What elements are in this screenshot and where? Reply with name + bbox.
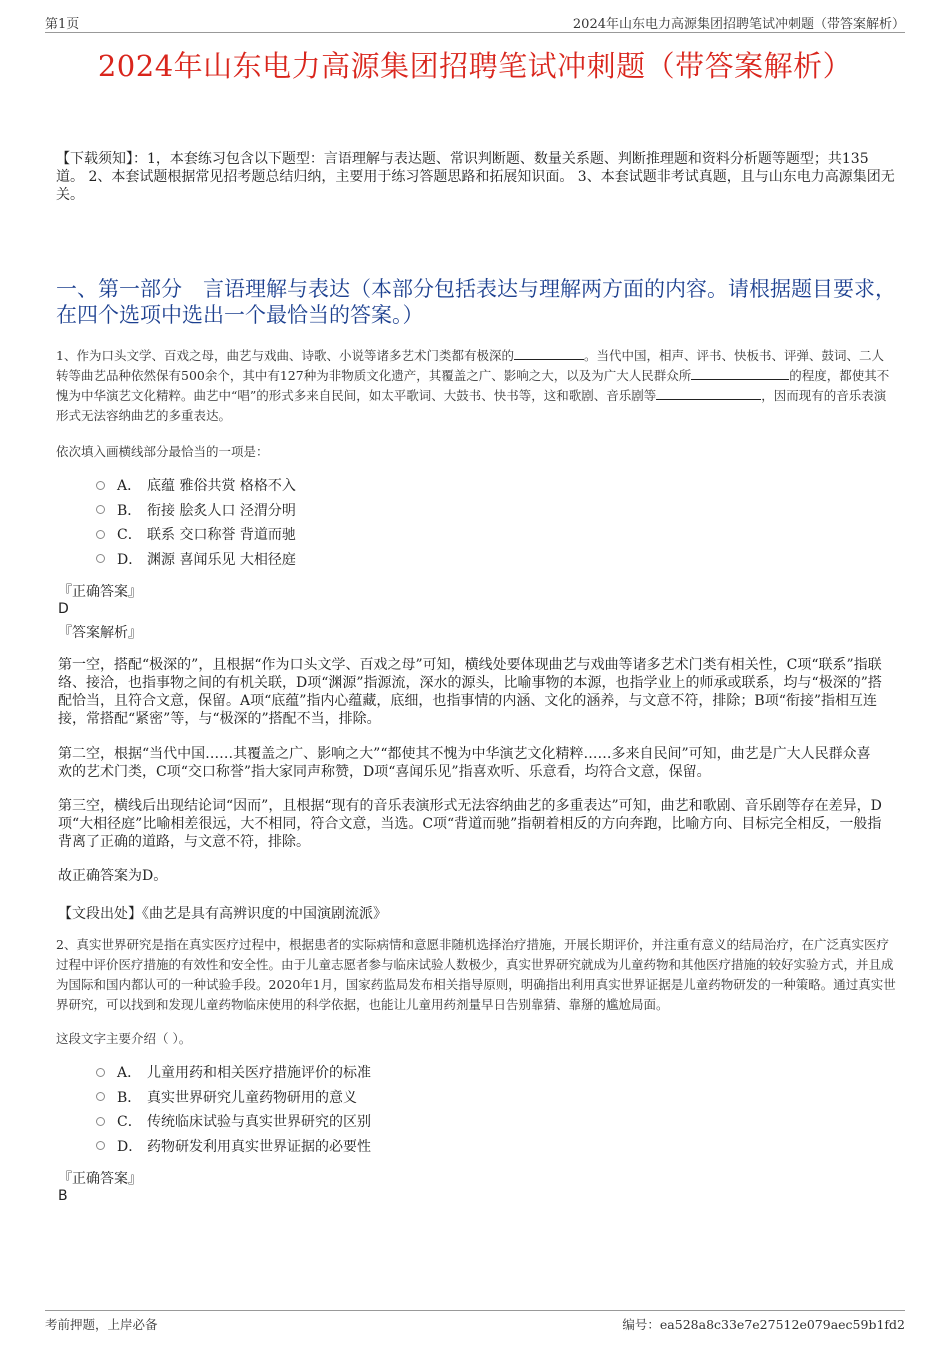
option-letter: C． bbox=[117, 1114, 142, 1131]
page-header bbox=[45, 10, 905, 33]
q1-text-part-d: ，因而现有的音乐表演形式无法容纳曲艺的多重表达。 bbox=[56, 388, 887, 423]
q1-prompt: 依次填入画横线部分最恰当的一项是： bbox=[56, 444, 269, 459]
q1-analysis-para-3: 第三空，横线后出现结论词“因而”，且根据“现有的音乐表演形式无法容纳曲艺的多重表达”可知，曲艺和歌剧、音乐剧等存在差异，D项“大相径庭”比喻相差很远，大不相同，符合文意，当选。C项“背道而驰”指朝着相反的方向奔跑，比喻方向、目标完全相反，一般指背离了正确的道路，与文意不符，排除。 bbox=[58, 798, 882, 850]
radio-icon[interactable] bbox=[96, 1117, 105, 1126]
q1-blank-2 bbox=[691, 366, 789, 380]
q1-source: 【文段出处】《曲艺是具有高辨识度的中国演剧流派》 bbox=[58, 906, 387, 922]
page-footer bbox=[45, 1310, 905, 1335]
q1-answer: D bbox=[58, 601, 69, 617]
radio-icon[interactable] bbox=[96, 1141, 105, 1150]
footer-slogan: 考前押题，上岸必备 bbox=[45, 1317, 158, 1332]
radio-icon[interactable] bbox=[96, 530, 105, 539]
radio-icon[interactable] bbox=[96, 481, 105, 490]
q1-options bbox=[96, 473, 696, 571]
option-text: 底蕴 雅俗共赏 格格不入 bbox=[147, 478, 296, 495]
radio-icon[interactable] bbox=[96, 554, 105, 563]
option-text: 药物研发利用真实世界证据的必要性 bbox=[147, 1138, 371, 1155]
q1-option-b[interactable] bbox=[96, 498, 696, 523]
q1-text-part-b: 。当代中国，相声、评书、快板书、评弹、鼓词、二人转等曲艺品种依然保有500余个，其中有127种为非物质文化遗产，其覆盖之广、影响之大，以及为广大人民群众所 bbox=[56, 348, 884, 383]
q1-analysis-label: 『答案解析』 bbox=[58, 625, 142, 641]
header-doc-title: 2024年山东电力高源集团招聘笔试冲刺题（带答案解析） bbox=[572, 17, 905, 32]
q2-answer-label: 『正确答案』 bbox=[58, 1171, 142, 1187]
question-1-text bbox=[56, 346, 896, 426]
q2-option-a[interactable] bbox=[96, 1060, 696, 1085]
radio-icon[interactable] bbox=[96, 1068, 105, 1077]
q1-blank-1 bbox=[514, 346, 584, 360]
q1-option-d[interactable] bbox=[96, 547, 696, 572]
question-2-text: 2、真实世界研究是指在真实医疗过程中，根据患者的实际病情和意愿非随机选择治疗措施，开展长期评价，并注重有意义的结局治疗，在广泛真实医疗过程中评价医疗措施的有效性和安全性。由于儿童志愿者参与临床试验人数极少，真实世界研究就成为儿童药物和其他医疗措施的较好实验方式，并且成为国际和国内都认可的一种试验手段。2020年1月，国家药监局发布相关指导原则，明确指出利用真实世界证据是儿童药物研发的一种策略。通过真实世界研究，可以找到和发现儿童药物临床使用的科学依据，也能让儿童用药剂量早日告别靠猜、靠掰的尴尬局面。 bbox=[56, 937, 896, 1012]
page-number: 第1页 bbox=[45, 17, 80, 32]
q2-option-c[interactable] bbox=[96, 1109, 696, 1134]
q1-analysis-para-2: 第二空，根据“当代中国……其覆盖之广、影响之大”“都使其不愧为中华演艺文化精粹……多来自民间”可知，曲艺是广大人民群众喜欢的艺术门类，C项“交口称誉”指大家同声称赞，D项“喜闻乐见”指喜欢听、乐意看，均符合文意，保留。 bbox=[58, 746, 871, 780]
q1-answer-label: 『正确答案』 bbox=[58, 584, 142, 600]
option-text: 衔接 脍炙人口 泾渭分明 bbox=[147, 502, 296, 519]
q1-blank-3 bbox=[656, 386, 761, 400]
q1-text-part-c: 的程度，都使其不愧为中华演艺文化精粹。曲艺中“唱”的形式多来自民间，如太平歌词、大鼓书、快书等，这和歌剧、音乐剧等 bbox=[56, 368, 890, 403]
section-title: 一、第一部分 言语理解与表达（本部分包括表达与理解两方面的内容。请根据题目要求，在四个选项中选出一个最恰当的答案。） bbox=[56, 277, 896, 327]
option-text: 儿童用药和相关医疗措施评价的标准 bbox=[147, 1065, 371, 1082]
option-letter: C． bbox=[117, 527, 142, 544]
option-text: 渊源 喜闻乐见 大相径庭 bbox=[147, 551, 296, 568]
q2-option-d[interactable] bbox=[96, 1134, 696, 1159]
q1-option-c[interactable] bbox=[96, 522, 696, 547]
q1-analysis-para-1: 第一空，搭配“极深的”，且根据“作为口头文学、百戏之母”可知，横线处要体现曲艺与戏曲等诸多艺术门类有相关性，C项“联系”指联络、接洽，也指事物之间的有机关联，D项“渊源”指源流，深水的源头，比喻事物的本源，也指学业上的师承或联系，均与“极深的”搭配恰当，且符合文意，保留。A项“底蕴”指内心蕴藏，底细，也指事情的内涵、文化的涵养，与文意不符，排除；B项“衔接”指相互连接，常搭配“紧密”等，与“极深的”搭配不当，排除。 bbox=[58, 657, 882, 727]
download-notice: 【下载须知】：1，本套练习包含以下题型：言语理解与表达题、常识判断题、数量关系题、判断推理题和资料分析题等题型；共135道。 2、本套试题根据常见招考题总结归纳，主要用于练习答题思路和拓展知识面。 3、本套试题非考试真题，且与山东电力高源集团无关。 bbox=[56, 151, 895, 203]
q1-analysis-conclusion: 故正确答案为D。 bbox=[58, 868, 168, 884]
option-letter: D． bbox=[117, 1138, 143, 1155]
radio-icon[interactable] bbox=[96, 1092, 105, 1101]
option-letter: B． bbox=[117, 1089, 142, 1106]
q2-answer: B bbox=[58, 1188, 68, 1204]
q1-text-part-a: 1、作为口头文学、百戏之母，曲艺与戏曲、诗歌、小说等诸多艺术门类都有极深的 bbox=[56, 348, 514, 363]
footer-doc-id: 编号：ea528a8c33e7e27512e079aec59b1fd2 bbox=[622, 1317, 905, 1332]
option-letter: A． bbox=[117, 478, 142, 495]
option-letter: D． bbox=[117, 551, 143, 568]
q2-options bbox=[96, 1060, 696, 1158]
option-letter: A． bbox=[117, 1065, 142, 1082]
option-text: 联系 交口称誉 背道而驰 bbox=[147, 527, 296, 544]
option-text: 真实世界研究儿童药物研用的意义 bbox=[147, 1089, 357, 1106]
radio-icon[interactable] bbox=[96, 505, 105, 514]
document-title: 2024年山东电力高源集团招聘笔试冲刺题（带答案解析） bbox=[97, 49, 853, 83]
q2-option-b[interactable] bbox=[96, 1085, 696, 1110]
option-text: 传统临床试验与真实世界研究的区别 bbox=[147, 1114, 371, 1131]
q2-prompt: 这段文字主要介绍（ ）。 bbox=[56, 1031, 192, 1046]
q1-option-a[interactable] bbox=[96, 473, 696, 498]
option-letter: B． bbox=[117, 502, 142, 519]
